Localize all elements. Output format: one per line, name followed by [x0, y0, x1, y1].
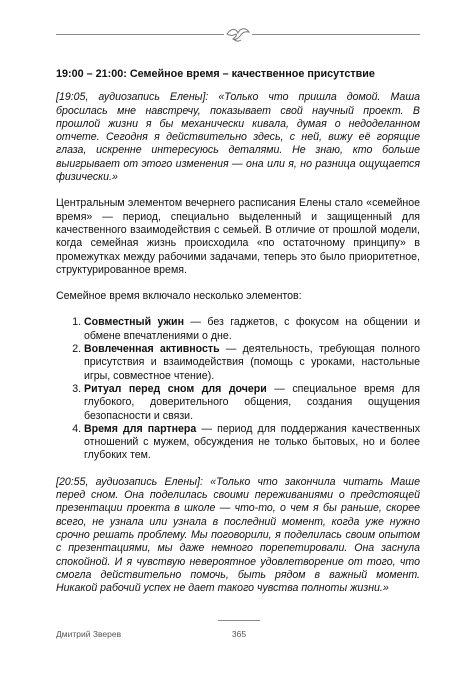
paragraph-1: Центральным элементом вечернего расписания Елены стало «семейное время» — период, специально выделенный и защищенный для качественного взаимодействия с семьей. В отличие от прошлой модели, когда семейная жизнь происходила «по остаточному принципу» в промежутках между рабочими задачами, теперь это было приоритетное, структурированное время.: [56, 197, 420, 276]
paragraph-2: Семейное время включало несколько элементов:: [56, 290, 302, 303]
list-item: 4. Время для партнера — период для поддержания качественных отношений с мужем, обсуждения не только бытовых, но и более глубоких тем.: [84, 423, 420, 463]
ornament-icon: [224, 24, 252, 44]
elements-list: [56, 316, 420, 462]
section-heading: 19:00 – 21:00: Семейное время – качественное присутствие: [56, 68, 375, 80]
footer-rule: [218, 620, 260, 621]
list-item: 1. Совместный ужин — без гаджетов, с фокусом на общении и обмене впечатлениями о дне.: [84, 316, 420, 343]
list-item: 3. Ритуал перед сном для дочери — специальное время для глубокого, доверительного общения, создания ощущения безопасности и связи.: [84, 383, 420, 423]
page-content: [56, 68, 420, 595]
list-item: 2. Вовлеченная активность — деятельность, требующая полного присутствия и взаимодействия (помощь с уроками, настольные игры, совместное чтение).: [84, 343, 420, 383]
audio-quote-2: [20:55, аудиозапись Елены]: «Только что закончила читать Маше перед сном. Она поделилась своими переживаниями о предстоящей презентации проекта в школе — что-то, о чем я бы раньше, скорее всего, не узнала или узнала в последний момент, когда уже нужно срочно решать проблему. Мы поговорили, я поделилась своим опытом с презентациями, мы даже немного порепетировали. Она заснула спокойной. И я чувствую невероятное удовлетворение от того, что смогла действительно помочь, быть рядом в важный момент. Никакой рабочий успех не дает такого чувства полноты жизни.»: [56, 475, 420, 595]
footer-author: Дмитрий Зверев: [56, 629, 122, 639]
page-number: 365: [231, 629, 247, 639]
audio-quote-1: [19:05, аудиозапись Елены]: «Только что пришла домой. Маша бросилась мне навстречу, показывает свой научный проект. В прошлой жизни я бы механически кивала, думая о недоделанном отчете. Сегодня я действительно здесь, с ней, вижу её горящие глаза, искренне интересуюсь деталями. Не знаю, кто больше выигрывает от этого изменения — она или я, но разница ощущается физически.»: [56, 91, 420, 184]
